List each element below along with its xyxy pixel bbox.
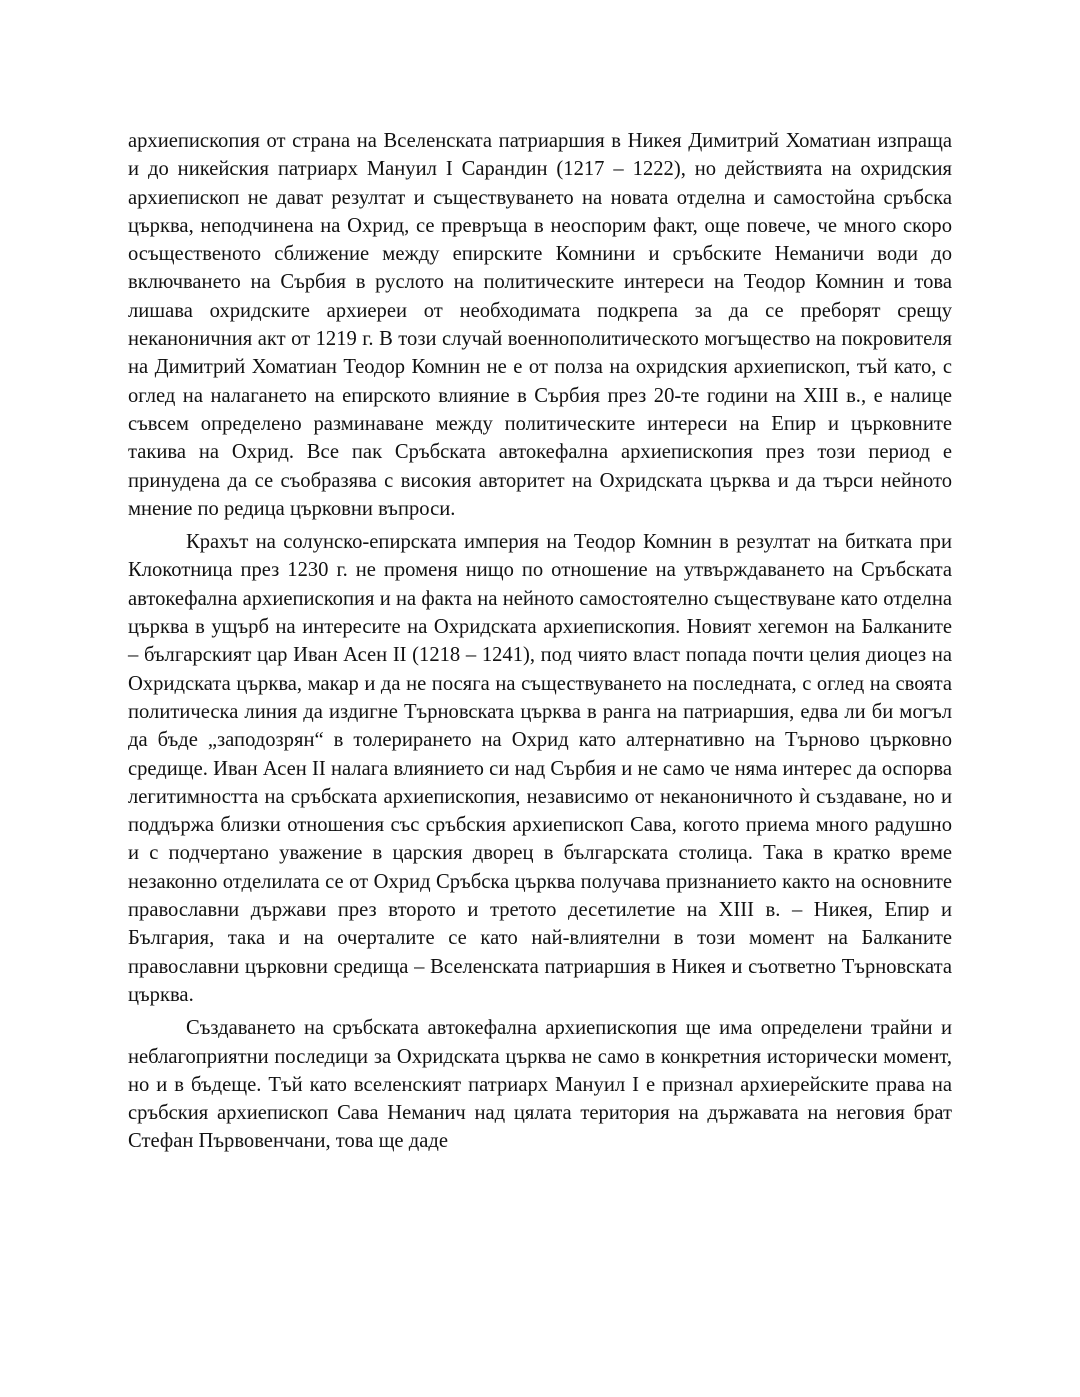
paragraph-3: Създаването на сръбската автокефална архиепископия ще има определени трайни и неблагоприятни последици за Охридската църква не само в конкретния исторически момент, но и в бъдеще. Тъй като вселенският патриарх Мануил I е признал архиерейските права на сръбския архиепископ Сава Неманич над цялата територия на държавата на неговия брат Стефан Първовенчани, това ще даде: [128, 1017, 952, 1153]
paragraph-2: Крахът на солунско-епирската империя на Теодор Комнин в резултат на битката при Клокотница през 1230 г. не променя нищо по отношение на утвърждаването на Сръбската автокефална архиепископия и на факта на нейното самостоятелно съществуване като отделна църква в ущърб на интересите на Охридската архиепископия. Новият хегемон на Балканите – българският цар Иван Асен II (1218 – 1241), под чиято власт попада почти целия диоцез на Охридската църква, макар и да не посяга на съществуването на последната, с оглед на своята политическа линия да издигне Търновската църква в ранга на патриаршия, едва ли би могъл да бъде „заподозрян“ в толерирането на Охрид като алтернативно на Търново църковно средище. Иван Асен II налага влиянието си над Сърбия и не само че няма интерес да оспорва легитимността на сръбската архиепископия, независимо от неканоничното ѝ създаване, но и поддържа близки отношения със сръбския архиепископ Сава, когото приема много радушно и с подчертано уважение в царския дворец в българската столица. Така в кратко време незаконно отделилата се от Охрид Сръбска църква получава признанието както на основните православни държави през второто и третото десетилетие на XIII в. – Никея, Епир и България, така и на очерталите се като най-влиятелни в този момент на Балканите православни църковни средища – Вселенската патриаршия в Никея и съответно Търновската църква.: [128, 531, 952, 1006]
document-page: [128, 127, 952, 1156]
paragraph-1: архиепископия от страна на Вселенската патриаршия в Никея Димитрий Хоматиан изпраща и до никейския патриарх Мануил I Сарандин (1217 – 1222), но действията на охридския архиепископ не дават резултат и съществуването на новата отделна и самостойна сръбска църква, неподчинена на Охрид, се превръща в неоспорим факт, още повече, че много скоро осъщественото сближение между епирските Комнини и сръбските Неманичи води до включването на Сърбия в руслото на политическите интереси на Теодор Комнин и това лишава охридските архиереи от необходимата подкрепа за да се преборят срещу неканоничния акт от 1219 г. В този случай военнополитическото могъщество на покровителя на Димитрий Хоматиан Теодор Комнин не е от полза на охридския архиепископ, тъй като, с оглед на налагането на епирското влияние в Сърбия през 20-те години на XIII в., е налице съвсем определено разминаване между политическите интереси на Епир и църковните такива на Охрид. Все пак Сръбската автокефална архиепископия през този период е принудена да се съобразява с високия авторитет на Охридската църква и да търси нейното мнение по редица църковни въпроси.: [128, 130, 952, 520]
